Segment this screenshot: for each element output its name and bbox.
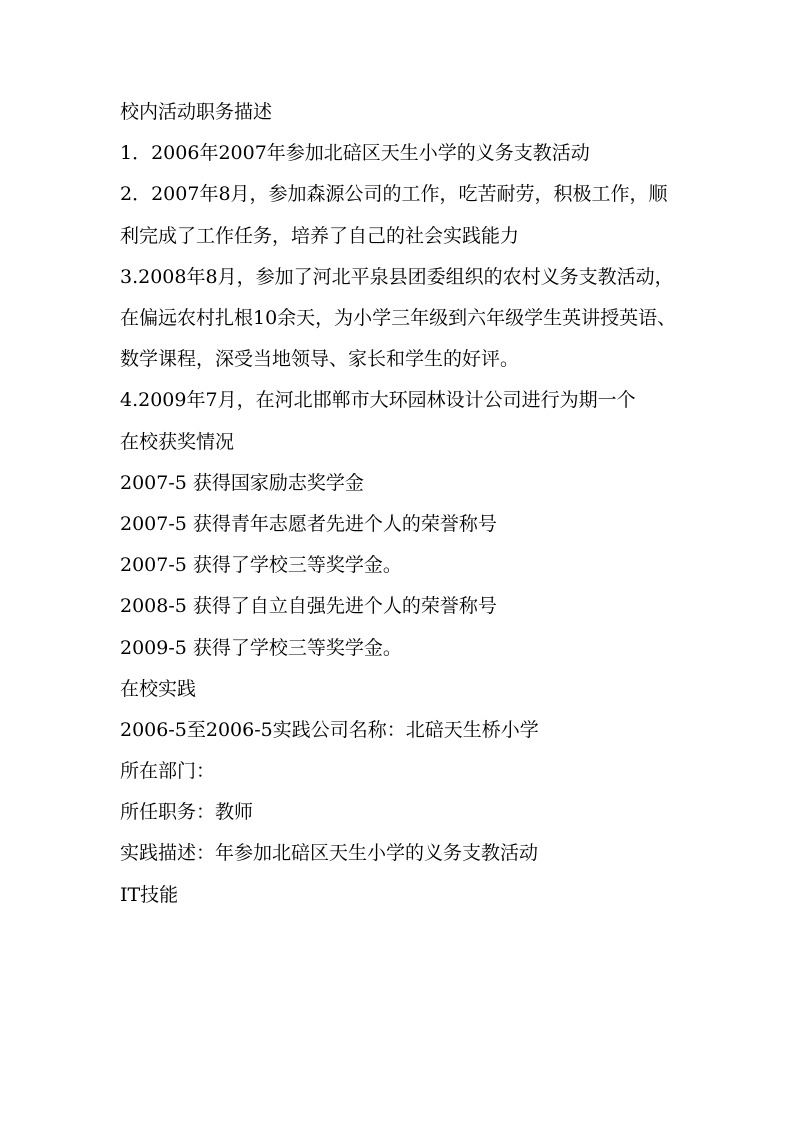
practice-description: 实践描述：年参加北碚区天生小学的义务支教活动 <box>120 842 539 865</box>
practice-period-company: 2006-5至2006-5实践公司名称：北碚天生桥小学 <box>120 718 539 741</box>
section-heading-practice: 在校实践 <box>120 677 197 700</box>
campus-activity-item-2: 2．2007年8月，参加森源公司的工作，吃苦耐劳，积极工作，顺利完成了工作任务，培养了自己的社会实践能力 <box>120 183 668 247</box>
campus-activity-item-4: 4.2009年7月，在河北邯郸市大环园林设计公司进行为期一个 <box>120 389 636 412</box>
award-item-5: 2009-5 获得了学校三等奖学金。 <box>120 636 402 659</box>
section-heading-campus-activity: 校内活动职务描述 <box>120 101 273 123</box>
award-item-4: 2008-5 获得了自立自强先进个人的荣誉称号 <box>120 595 497 618</box>
practice-position: 所任职务：教师 <box>120 801 254 824</box>
campus-activity-item-3: 3.2008年8月，参加了河北平泉县团委组织的农村义务支教活动，在偏远农村扎根10余天，为小学三年级到六年级学生英讲授英语、数学课程，深受当地领导、家长和学生的好评。 <box>120 265 677 371</box>
section-heading-awards: 在校获奖情况 <box>120 430 235 453</box>
award-item-3: 2007-5 获得了学校三等奖学金。 <box>120 554 402 577</box>
section-heading-it-skills: IT技能 <box>120 883 179 906</box>
campus-activity-item-1: 1．2006年2007年参加北碚区天生小学的义务支教活动 <box>120 142 590 165</box>
award-item-2: 2007-5 获得青年志愿者先进个人的荣誉称号 <box>120 512 497 535</box>
award-item-1: 2007-5 获得国家励志奖学金 <box>120 471 364 494</box>
practice-department: 所在部门： <box>120 760 216 783</box>
document-body <box>120 92 680 916</box>
